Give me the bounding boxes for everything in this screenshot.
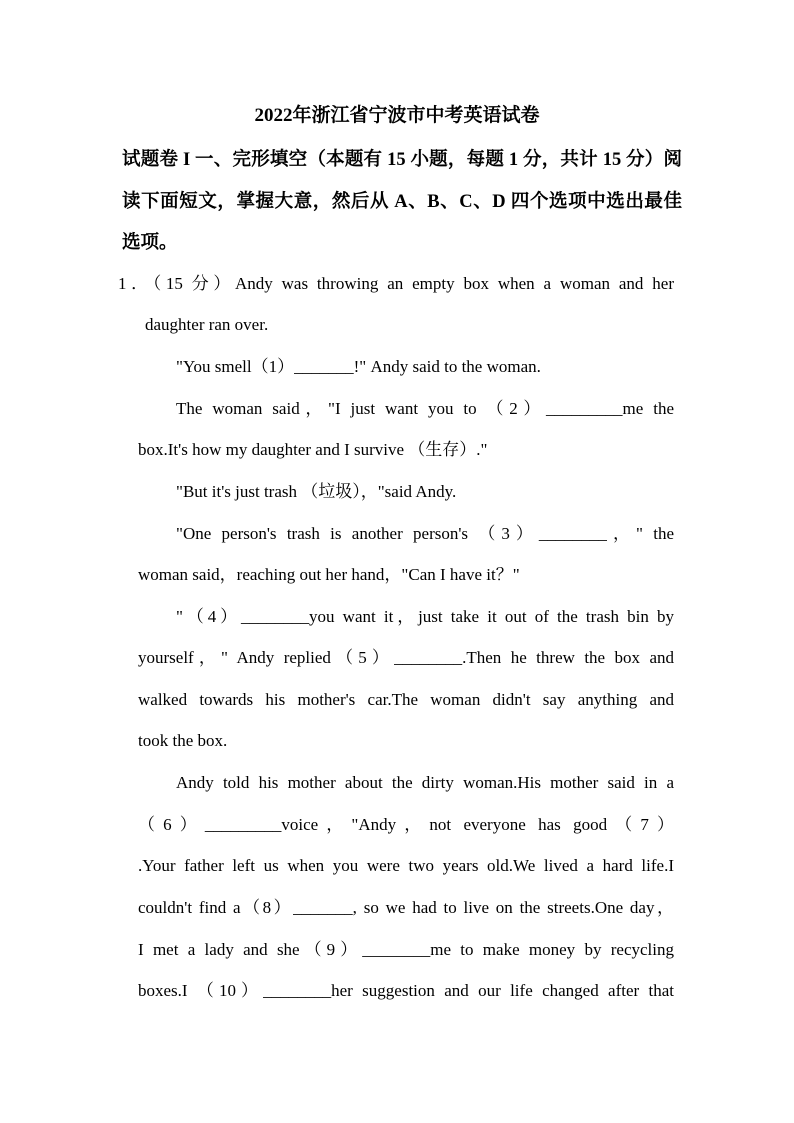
- question-1-line-18: boxes.I （10）________her suggestion and our life changed after that: [138, 981, 674, 1000]
- question-1-line-12: took the box.: [138, 731, 228, 750]
- instructions-line-3: 选项。: [122, 233, 178, 253]
- question-1-line-10: yourself，" Andy replied（5）________.Then he threw the box and: [138, 648, 674, 667]
- question-1-line-11: walked towards his mother's car.The woman didn't say anything and: [138, 690, 674, 709]
- question-1-line-2: daughter ran over.: [145, 315, 269, 334]
- question-1-line-5: box.It's how my daughter and I survive （生存）.": [138, 440, 488, 459]
- question-1-line-16: couldn't find a（8）_______, so we had to live on the streets.One day，: [138, 898, 674, 917]
- question-1-line-4: The woman said，"I just want you to （2）_________me the: [176, 399, 674, 418]
- question-1-line-14: （6）_________voice，"Andy，not everyone has good（7）: [138, 815, 674, 834]
- question-1-line-9: "（4）________you want it，just take it out of the trash bin by: [176, 607, 674, 626]
- instructions-line-1: 试题卷 I 一、完形填空（本题有 15 小题，每题 1 分，共计 15 分）阅: [122, 150, 682, 170]
- question-1-line-7: "One person's trash is another person's （3）________，" the: [176, 524, 674, 543]
- question-1-line-1: 1．（15 分）Andy was throwing an empty box when a woman and her: [118, 274, 674, 293]
- question-1-line-17: I met a lady and she（9）________me to make money by recycling: [138, 940, 674, 959]
- question-1-line-13: Andy told his mother about the dirty woman.His mother said in a: [176, 773, 674, 792]
- question-1-line-6: "But it's just trash （垃圾），"said Andy.: [176, 482, 457, 501]
- question-1-line-8: woman said，reaching out her hand，"Can I have it？": [138, 565, 520, 584]
- question-1-line-15: .Your father left us when you were two years old.We lived a hard life.I: [138, 856, 674, 875]
- instructions-line-2: 读下面短文，掌握大意，然后从 A、B、C、D 四个选项中选出最佳: [122, 192, 682, 212]
- exam-title: 2022年浙江省宁波市中考英语试卷: [254, 105, 540, 126]
- question-1-line-3: "You smell（1）_______!" Andy said to the woman.: [176, 357, 541, 376]
